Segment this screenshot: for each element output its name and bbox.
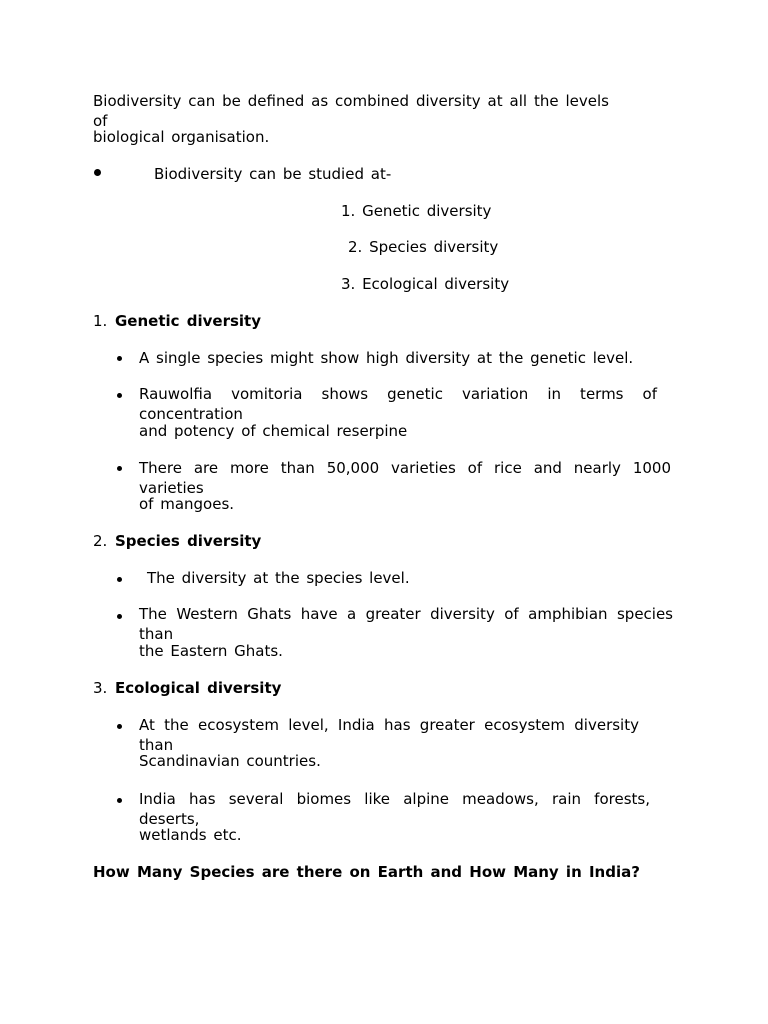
bullet-text: The Western Ghats have a greater diversity of amphibian species than <box>139 605 673 643</box>
level-item: 1. Genetic diversity <box>341 202 492 220</box>
section-number: 1. <box>93 312 108 330</box>
section-heading: Species diversity <box>115 532 262 550</box>
bullet-icon <box>117 798 122 803</box>
bullet-icon <box>117 614 122 619</box>
intro-line-1: Biodiversity can be defined as combined diversity at all the levels of <box>93 92 609 130</box>
bullet-text: A single species might show high diversity at the genetic level. <box>139 349 634 367</box>
bullet-icon <box>117 466 122 471</box>
bullet-icon <box>117 356 122 361</box>
bullet-icon <box>117 724 122 729</box>
bullet-text-continued: Scandinavian countries. <box>139 752 321 770</box>
bullet-text: Rauwolfia vomitoria shows genetic variation in terms of concentration <box>139 385 657 423</box>
closing-heading: How Many Species are there on Earth and How Many in India? <box>93 863 640 881</box>
bullet-text-continued: wetlands etc. <box>139 826 242 844</box>
bullet-icon <box>94 169 101 176</box>
bullet-text: At the ecosystem level, India has greater ecosystem diversity than <box>139 716 639 754</box>
bullet-text: India has several biomes like alpine meadows, rain forests, deserts, <box>139 790 650 828</box>
section-number: 2. <box>93 532 108 550</box>
studied-at-text: Biodiversity can be studied at- <box>154 165 392 183</box>
bullet-text-continued: of mangoes. <box>139 495 235 513</box>
bullet-text: There are more than 50,000 varieties of rice and nearly 1000 varieties <box>139 459 671 497</box>
section-heading: Ecological diversity <box>115 679 282 697</box>
bullet-text-continued: and potency of chemical reserpine <box>139 422 408 440</box>
bullet-icon <box>117 393 122 398</box>
bullet-text-continued: the Eastern Ghats. <box>139 642 283 660</box>
bullet-icon <box>117 577 122 582</box>
section-heading: Genetic diversity <box>115 312 262 330</box>
level-item: 3. Ecological diversity <box>341 275 510 293</box>
intro-line-2: biological organisation. <box>93 128 270 146</box>
section-number: 3. <box>93 679 108 697</box>
bullet-text: The diversity at the species level. <box>147 569 410 587</box>
level-item: 2. Species diversity <box>348 238 499 256</box>
